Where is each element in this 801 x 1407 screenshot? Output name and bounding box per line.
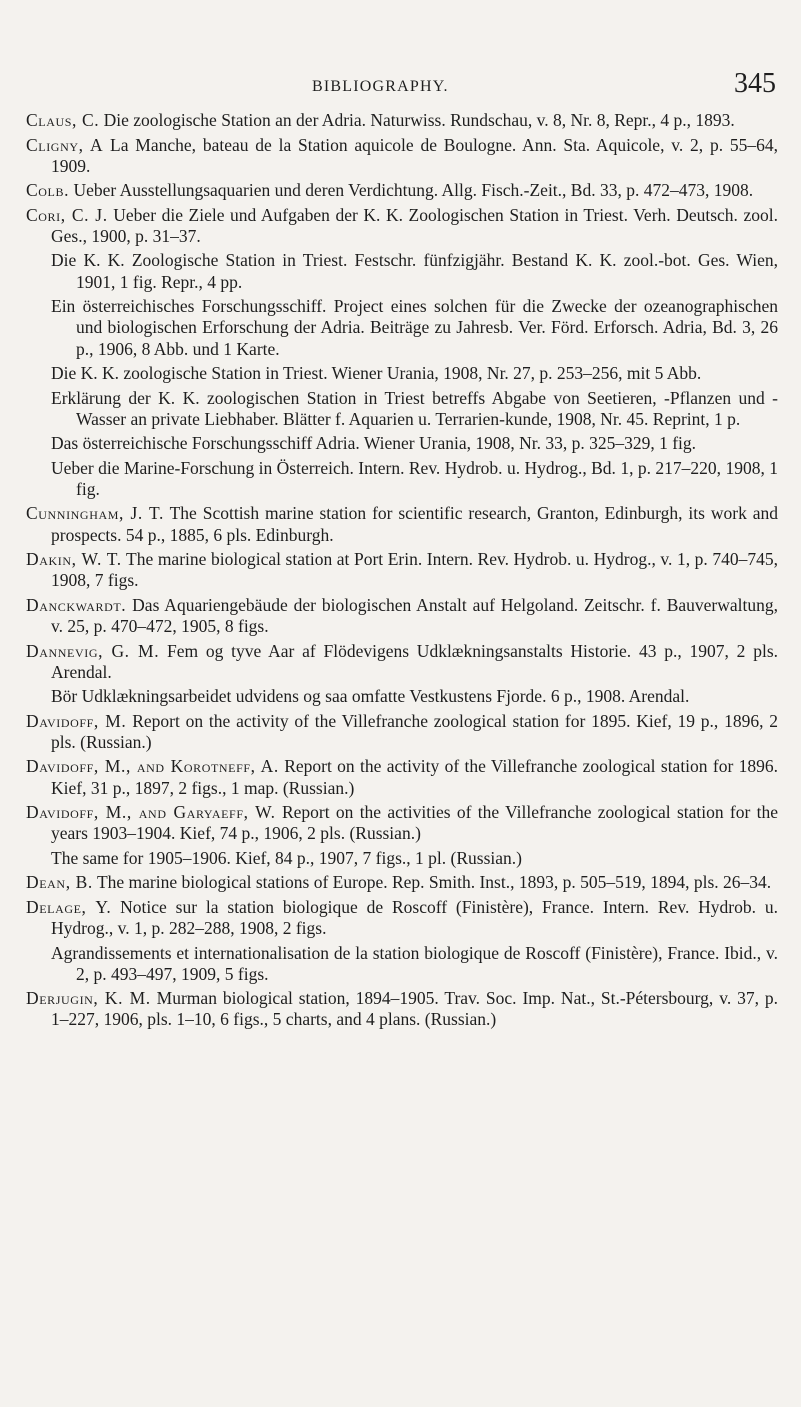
entry-text: Die K. K. zoologische Station in Triest. Wiener Urania, 1908, Nr. 27, p. 253–256, mit 5 Abb. [51, 363, 702, 384]
bibliography-entry [26, 388, 778, 430]
bibliography-entry [26, 988, 778, 1030]
bibliography-entry [26, 686, 778, 707]
entry-text: Agrandissements et internationalisation de la station biologique de Roscoff (Finistère), France. Ibid., v. 2, p. 493–497, 1909, 5 figs. [51, 942, 778, 984]
bibliography-entry [26, 641, 778, 683]
entry-text: Report on the activity of the Villefranche zoological station for 1896. Kief, 31 p., 1897, 2 figs., 1 map. (Russian.) [51, 756, 779, 798]
entry-text: Report on the activity of the Villefranche zoological station for 1895. Kief, 19 p., 1896, 2 pls. (Russian.) [51, 710, 779, 752]
entry-text: Bör Udklækningsarbeidet udvidens og saa omfatte Vestkustens Fjorde. 6 p., 1908. Arendal. [51, 686, 690, 707]
entry-text: Notice sur la station biologique de Roscoff (Finistère), France. Intern. Rev. Hydrob. u. Hydrog., v. 1, p. 282–288, 1908, 2 figs. [51, 896, 778, 939]
entry-text: The marine biological station at Port Erin. Intern. Rev. Hydrob. u. Hydrog., v. 1, p. 740–745, 1908, 7 figs. [51, 549, 778, 591]
bibliography-entry [26, 872, 778, 893]
bibliography-entry [26, 363, 778, 384]
page-header [0, 68, 801, 102]
bibliography-list [26, 110, 778, 1034]
entry-text: Fem og tyve Aar af Flödevigens Udklækningsanstalts Historie. 43 p., 1907, 2 pls. Arendal. [51, 640, 778, 682]
entry-author: Davidoff, M., and Korotneff, A. [26, 756, 279, 777]
entry-text: Das österreichische Forschungsschiff Adria. Wiener Urania, 1908, Nr. 33, p. 325–329, 1 fig. [51, 433, 697, 454]
entry-author: Delage, Y. [26, 896, 112, 917]
entry-author: Dannevig, G. M. [26, 640, 160, 661]
entry-text: Das Aquariengebäude der biologischen Anstalt auf Helgoland. Zeitschr. f. Bauverwaltung, v. 25, p. 470–472, 1905, 8 figs. [51, 594, 778, 637]
bibliography-entry [26, 711, 778, 753]
page-number: 345 [734, 68, 776, 99]
bibliography-entry [26, 180, 778, 201]
entry-text: Report on the activities of the Villefranche zoological station for the years 1903–1904. Kief, 74 p., 1906, 2 pls. (Russian.) [51, 802, 779, 844]
bibliography-entry [26, 549, 778, 591]
entry-author: Derjugin, K. M. [26, 988, 151, 1009]
bibliography-entry [26, 205, 778, 247]
bibliography-entry [26, 802, 778, 844]
entry-text: Ueber Ausstellungsaquarien und deren Verdichtung. Allg. Fisch.-Zeit., Bd. 33, p. 472–473, 1908. [73, 180, 754, 201]
bibliography-entry [26, 296, 778, 360]
entry-author: Colb. [26, 180, 70, 201]
entry-author: Davidoff, M. [26, 710, 127, 731]
bibliography-entry [26, 595, 778, 637]
running-title: BIBLIOGRAPHY. [312, 78, 449, 95]
bibliography-entry [26, 897, 778, 939]
bibliography-entry [26, 433, 778, 454]
entry-author: Cori, C. J. [26, 204, 108, 225]
entry-text: Die K. K. Zoologische Station in Triest. Festschr. fünfzigjähr. Bestand K. K. zool.-bot. Ges. Wien, 1901, 1 fig. Repr., 4 pp. [51, 250, 778, 292]
bibliography-entry [26, 250, 778, 292]
entry-author: Danckwardt. [26, 594, 127, 615]
entry-text: Ueber die Marine-Forschung in Österreich. Intern. Rev. Hydrob. u. Hydrog., Bd. 1, p. 217–220, 1908, 1 fig. [51, 457, 778, 499]
bibliography-entry [26, 458, 778, 500]
entry-text: Ein österreichisches Forschungsschiff. Project eines solchen für die Zwecke der ozeanographischen und biologischen Erforschung der Adria. Beiträge zu Jahresb. Ver. Förd. Erforsch. Adria, Bd. 3, 26 p., 1906, 8 Abb. und 1 Karte. [51, 296, 778, 359]
entry-text: Erklärung der K. K. zoologischen Station in Triest betreffs Abgabe von Seetieren, -Pflanzen und -Wasser an private Liebhaber. Blätter f. Aquarien u. Terrarien-kunde, 1908, Nr. 45. Reprint, 1 p. [51, 387, 778, 429]
bibliography-entry [26, 756, 778, 798]
bibliography-entry [26, 110, 778, 131]
entry-text: Murman biological station, 1894–1905. Trav. Soc. Imp. Nat., St.-Pétersbourg, v. 37, p. 1–227, 1906, pls. 1–10, 6 figs., 5 charts, and 4 plans. (Russian.) [51, 988, 778, 1030]
entry-author: Davidoff, M., and Garyaeff, W. [26, 802, 276, 823]
entry-text: The Scottish marine station for scientific research, Granton, Edinburgh, its work and prospects. 54 p., 1885, 6 pls. Edinburgh. [51, 503, 778, 545]
entry-author: Claus, C. [26, 110, 100, 130]
entry-text: The same for 1905–1906. Kief, 84 p., 1907, 7 figs., 1 pl. (Russian.) [51, 847, 522, 868]
bibliography-entry [26, 503, 778, 545]
bibliography-entry [26, 848, 778, 869]
entry-text: Ueber die Ziele und Aufgaben der K. K. Zoologischen Station in Triest. Verh. Deutsch. zool. Ges., 1900, p. 31–37. [51, 204, 779, 246]
entry-author: Cligny, A [26, 134, 104, 155]
entry-text: La Manche, bateau de la Station aquicole de Boulogne. Ann. Sta. Aquicole, v. 2, p. 55–64, 1909. [51, 134, 779, 176]
entry-author: Cunningham, J. T. [26, 503, 165, 524]
bibliography-entry [26, 943, 778, 985]
entry-author: Dakin, W. T. [26, 549, 122, 570]
bibliography-entry [26, 135, 778, 177]
entry-text: Die zoologische Station an der Adria. Naturwiss. Rundschau, v. 8, Nr. 8, Repr., 4 p., 1893. [103, 110, 735, 130]
entry-text: The marine biological stations of Europe. Rep. Smith. Inst., 1893, p. 505–519, 1894, pls. 26–34. [96, 872, 772, 893]
entry-author: Dean, B. [26, 872, 93, 893]
